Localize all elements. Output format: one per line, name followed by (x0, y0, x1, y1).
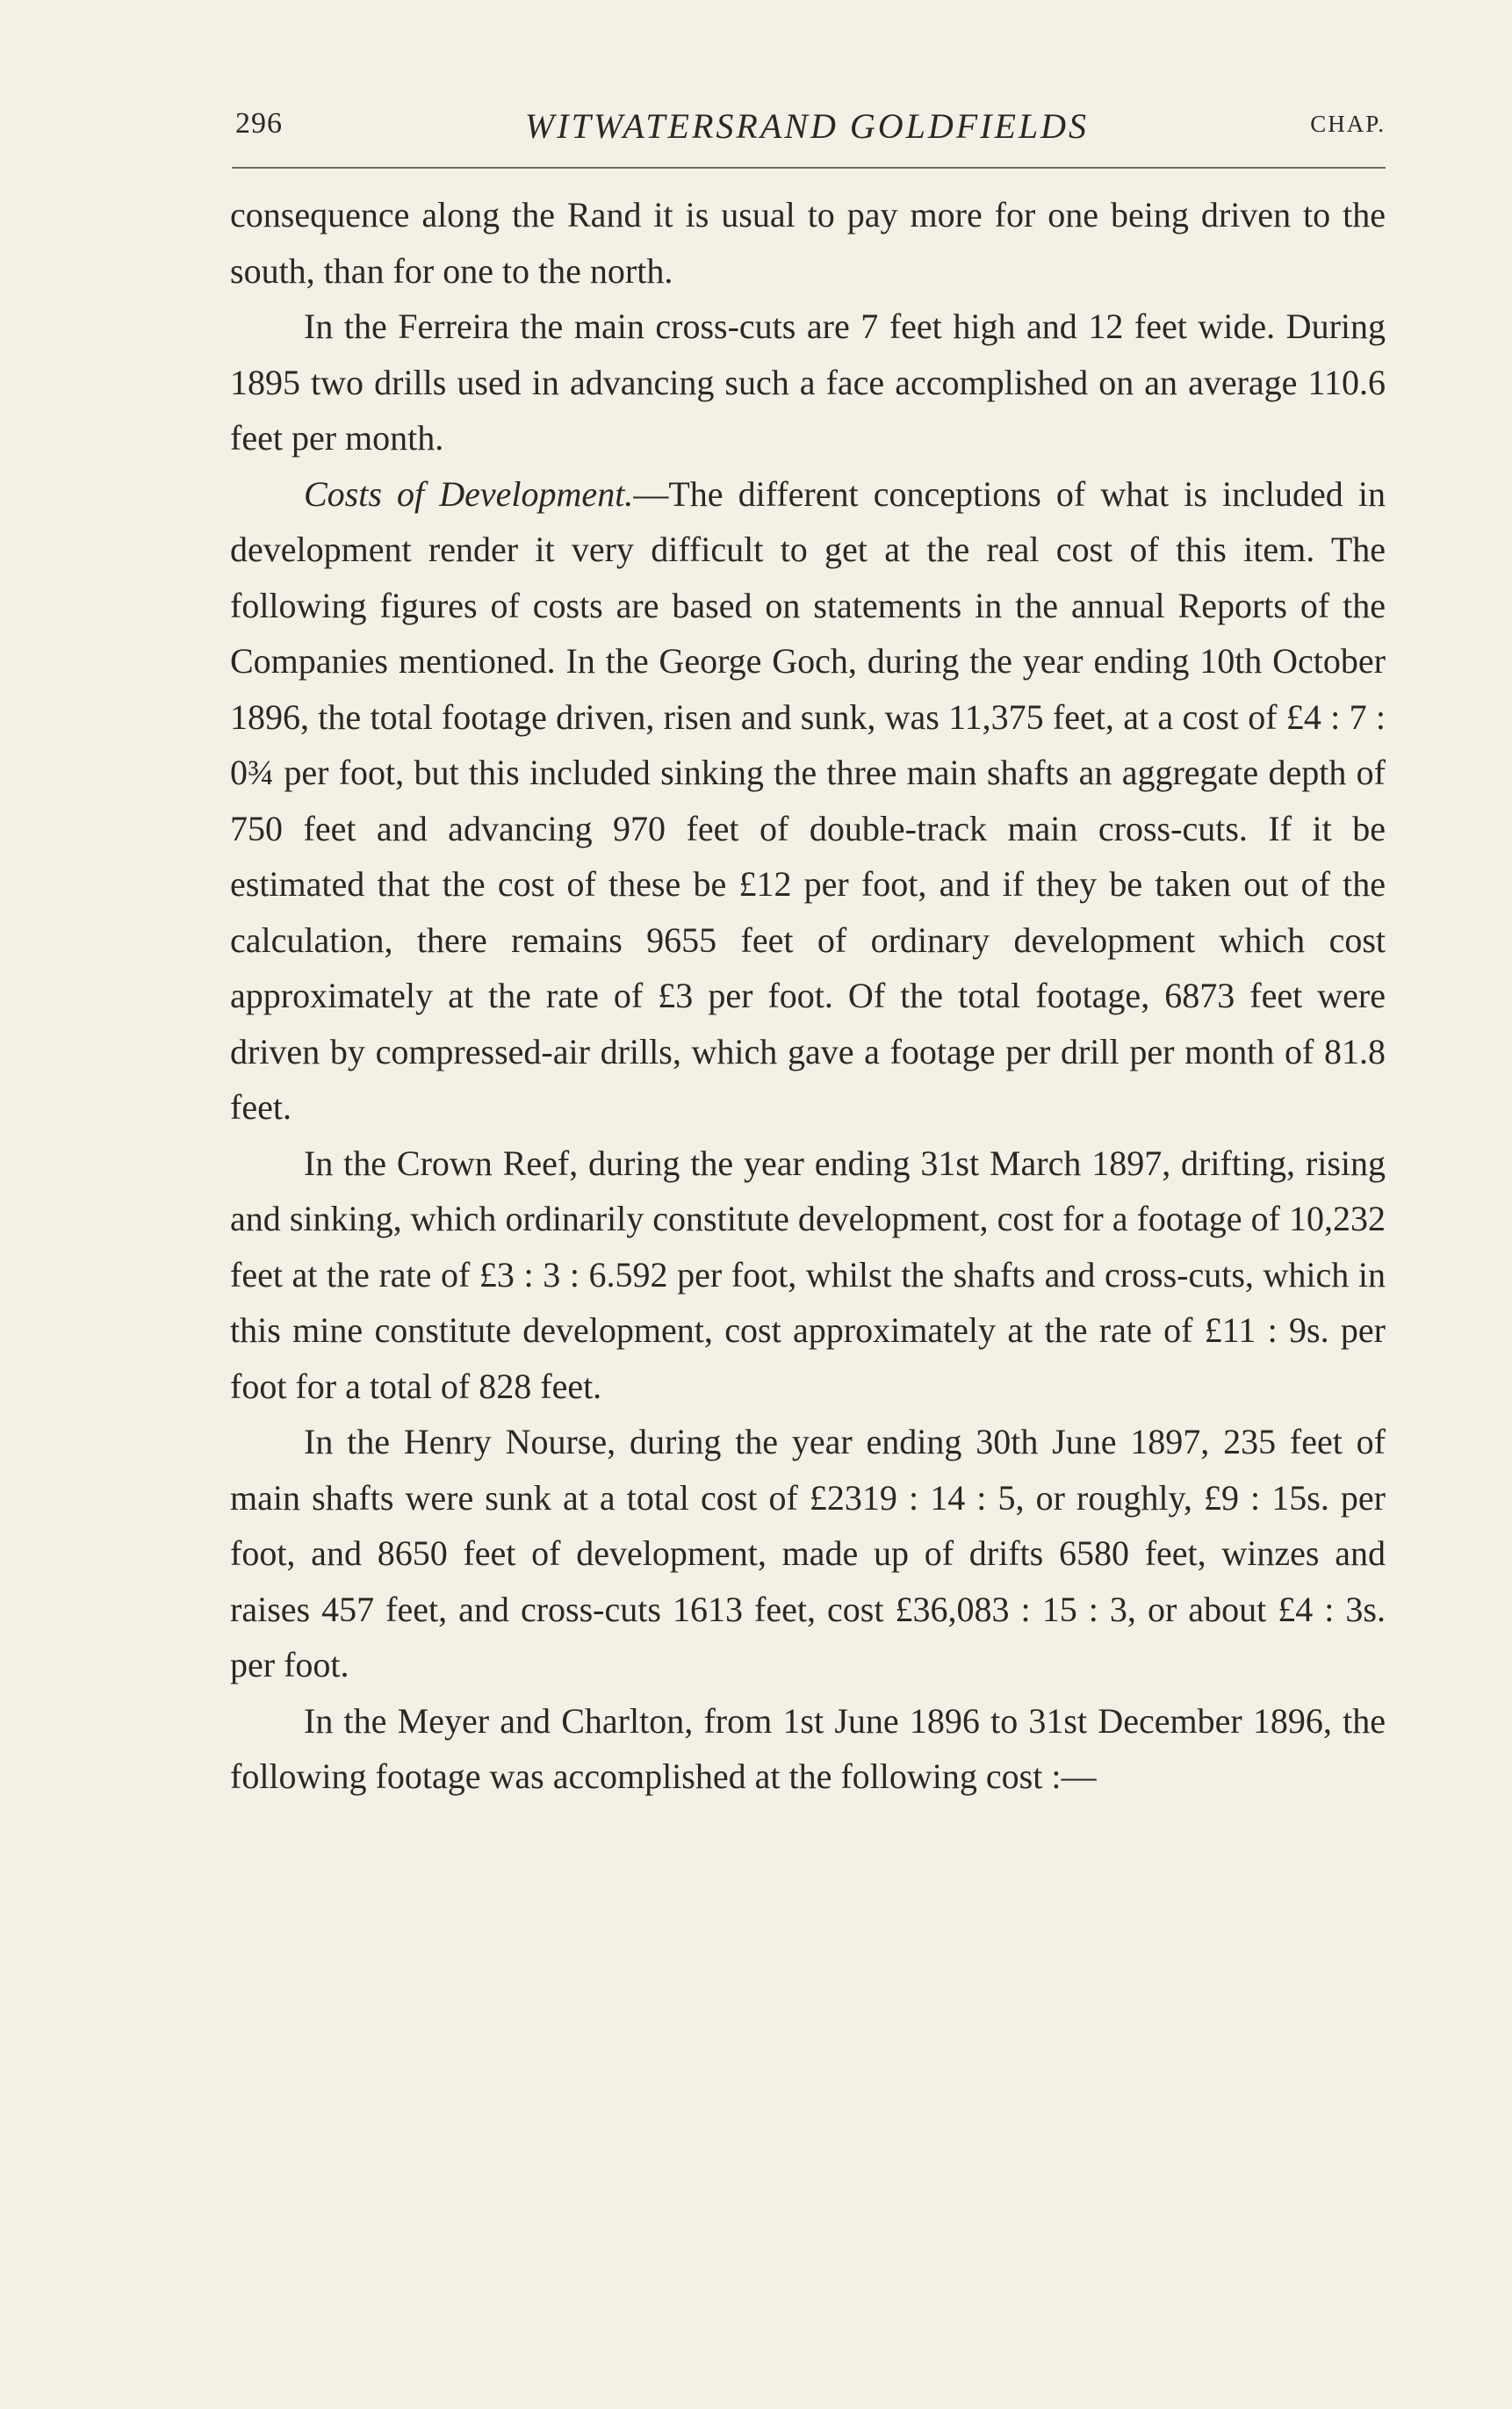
paragraph-text: In the Henry Nourse, during the year ending 30th June 1897, 235 feet of main shafts were sunk at a total cost of £2319 : 14 : 5, or roughly, £9 : 15s. per foot, and 8650 feet of development, made up of drifts 6580 feet, winzes and raises 457 feet, and cross-cuts 1613 feet, cost £36,083 : 15 : 3, or about £4 : 3s. per foot. (230, 1422, 1386, 1684)
paragraph-text: consequence along the Rand it is usual to pay more for one being driven to the south, than for one to the north. (230, 195, 1386, 291)
paragraph-ferreira (230, 299, 1386, 466)
paragraph-henry-nourse (230, 1414, 1386, 1693)
page-number: 296 (235, 107, 283, 140)
running-header (228, 98, 1386, 151)
paragraph-text: In the Crown Reef, during the year ending 31st March 1897, drifting, rising and sinking, which ordinarily constitute development, cost for a footage of 10,232 feet at the rate of £3 : 3 : 6.592 per foot, whilst the shafts and cross-cuts, which in this mine constitute development, cost approximately at the rate of £11 : 9s. per foot for a total of 828 feet. (230, 1143, 1386, 1406)
paragraph-costs-of-development (230, 466, 1386, 1136)
body-text (230, 187, 1386, 1805)
paragraph-meyer-charlton (230, 1693, 1386, 1805)
chapter-label: CHAP. (1310, 111, 1386, 137)
paragraph-text: In the Ferreira the main cross-cuts are 7 feet high and 12 feet wide. During 1895 two drills used in advancing such a face accomplished on an average 110.6 feet per month. (230, 307, 1386, 458)
section-heading: Costs of Development. (304, 473, 634, 514)
paragraph-text: In the Meyer and Charlton, from 1st June 1896 to 31st December 1896, the following footage was accomplished at the following cost :— (230, 1700, 1386, 1796)
paragraph-crown-reef (230, 1136, 1386, 1415)
running-title: WITWATERSRAND GOLDFIELDS (524, 106, 1090, 146)
paragraph-continuation (230, 187, 1386, 299)
header-rule (232, 167, 1386, 169)
paragraph-text: —The different conceptions of what is included in development render it very difficult to get at the real cost of this item. The following figures of costs are based on statements in the annual Reports of the Companies mentioned. In the George Goch, during the year ending 10th October 1896, the total footage driven, risen and sunk, was 11,375 feet, at a cost of £4 : 7 : 0¾ per foot, but this included sinking the three main shafts an aggregate depth of 750 feet and advancing 970 feet of double-track main cross-cuts. If it be estimated that the cost of these be £12 per foot, and if they be taken out of the calculation, there remains 9655 feet of ordinary development which cost approximately at the rate of £3 per foot. Of the total footage, 6873 feet were driven by compressed-air drills, which gave a footage per drill per month of 81.8 feet. (230, 473, 1386, 1127)
